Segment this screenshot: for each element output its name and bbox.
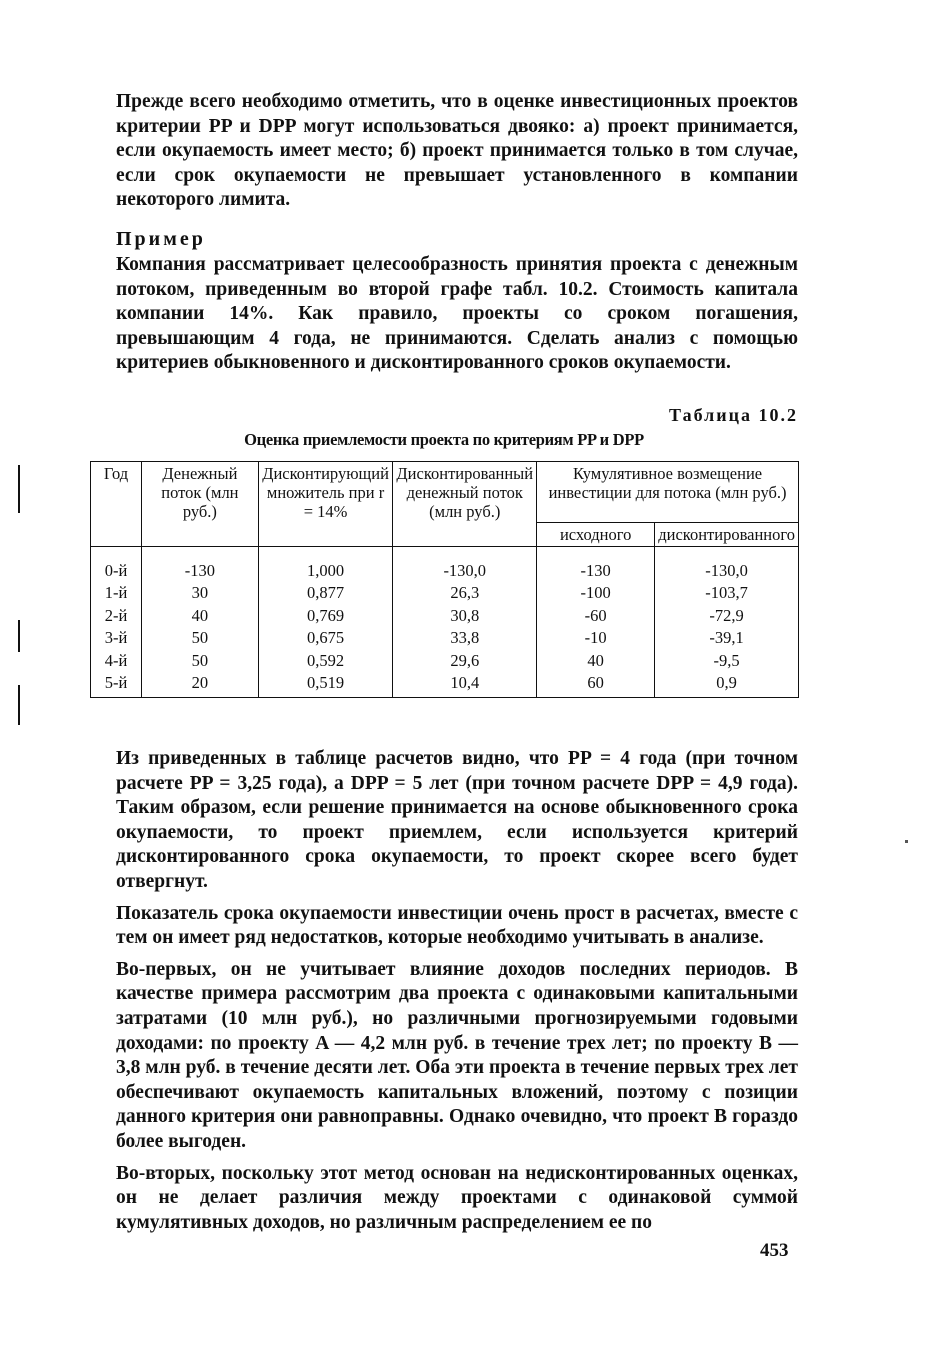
cell-cumulative-discounted: -130,0 — [655, 547, 799, 582]
cell-cumulative-original: -130 — [537, 547, 655, 582]
margin-mark — [18, 465, 20, 513]
header-year: Год — [91, 462, 142, 547]
table-row — [91, 582, 799, 605]
cell-discount-factor: 0,769 — [258, 604, 393, 627]
paragraph-first-drawback: Во-первых, он не учитывает влияние доходов последних периодов. В качестве примера рассмотрим два проекта с одинаковыми капитальными затратами (10 млн руб.), но различными прогнозируемыми годовыми доходами: по проекту A — 4,2 млн руб. в течение трех лет; по проекту B — 3,8 млн руб. в течение десяти лет. Оба эти проекта в течение первых трех лет обеспечивают окупаемость капитальных вложений, поэтому с позиции данного критерия они равноправны. Однако очевидно, что проект B гораздо более выгоден. — [116, 958, 798, 1152]
cell-cumulative-discounted: -39,1 — [655, 627, 799, 650]
cell-cumulative-original: -100 — [537, 582, 655, 605]
margin-mark — [18, 685, 20, 725]
cell-cumulative-original: -10 — [537, 627, 655, 650]
intro-block — [116, 90, 798, 213]
header-original: исходного — [537, 523, 655, 547]
table-row — [91, 672, 799, 698]
cell-discount-factor: 0,877 — [258, 582, 393, 605]
example-paragraph: Компания рассматривает целесообразность принятия проекта с денежным потоком, приведенным во второй графе табл. 10.2. Стоимость капитала компании 14%. Как правило, проекты со сроком погашения, превышающим 4 года, не принимаются. Сделать анализ с помощью критериев обыкновенного и дисконтированного сроков окупаемости. — [116, 254, 798, 374]
cell-cash-flow: 50 — [142, 649, 259, 672]
cell-cash-flow: 50 — [142, 627, 259, 650]
header-discounted: дисконтированного — [655, 523, 799, 547]
cell-discounted-flow: 30,8 — [393, 604, 537, 627]
cell-year: 3-й — [104, 628, 128, 648]
page-number: 453 — [760, 1240, 789, 1261]
cell-discount-factor: 0,519 — [258, 672, 393, 698]
cell-year: 2-й — [104, 605, 128, 625]
cell-cumulative-original: 60 — [537, 672, 655, 698]
header-cumulative: Кумулятивное возмещение инвестиции для потока (млн руб.) — [537, 462, 799, 523]
cell-cumulative-discounted: 0,9 — [655, 672, 799, 698]
payback-table — [90, 461, 799, 698]
body-block — [116, 747, 798, 1235]
table-row — [91, 604, 799, 627]
cell-discount-factor: 0,675 — [258, 627, 393, 650]
cell-cumulative-original: 40 — [537, 649, 655, 672]
paragraph-results: Из приведенных в таблице расчетов видно, что PP = 4 года (при точном расчете PP = 3,25 года), а DPP = 5 лет (при точном расчете DPP = 4,9 года). Таким образом, если решение принимается на основе обыкновенного срока окупаемости, то проект приемлем, если используется критерий дисконтированного срока окупаемости, то проект скорее всего будет отвергнут. — [116, 748, 798, 892]
cell-discounted-flow: 10,4 — [393, 672, 537, 698]
cell-discounted-flow: 29,6 — [393, 649, 537, 672]
paragraph-second-drawback: Во-вторых, поскольку этот метод основан на недисконтированных оценках, он не делает различия между проектами с одинаковой суммой кумулятивных доходов, но различным распределением ее по — [116, 1162, 798, 1233]
cell-cash-flow: 20 — [142, 672, 259, 698]
example-block — [116, 228, 798, 376]
cell-cumulative-discounted: -103,7 — [655, 582, 799, 605]
cell-discounted-flow: 26,3 — [393, 582, 537, 605]
table-title: Оценка приемлемости проекта по критериям PP и DPP — [244, 430, 644, 449]
table-row — [91, 627, 799, 650]
table-row — [91, 547, 799, 582]
cell-year: 5-й — [104, 673, 128, 693]
table-caption — [116, 405, 798, 450]
cell-cash-flow: 40 — [142, 604, 259, 627]
cell-discounted-flow: -130,0 — [393, 547, 537, 582]
header-cash-flow: Денежный поток (млн руб.) — [142, 462, 259, 547]
paragraph-simplicity: Показатель срока окупаемости инвестиции очень прост в расчетах, вместе с тем он имеет ряд недостатков, которые необходимо учитывать в анализе. — [116, 902, 798, 949]
cell-cumulative-original: -60 — [537, 604, 655, 627]
intro-paragraph: Прежде всего необходимо отметить, что в оценке инвестиционных проектов критерии PP и DPP могут использоваться двояко: а) проект принимается, если окупаемость имеет место; б) проект принимается только в том случае, если срок окупаемости не превышает установленного в компании некоторого лимита. — [116, 91, 798, 211]
header-discount-factor: Дисконтирующий множитель при r = 14% — [258, 462, 393, 547]
cell-cumulative-discounted: -9,5 — [655, 649, 799, 672]
example-heading: Пример — [116, 228, 206, 250]
cell-year: 0-й — [104, 560, 128, 580]
table-number: Таблица 10.2 — [669, 405, 798, 425]
cell-discount-factor: 0,592 — [258, 649, 393, 672]
table-row — [91, 649, 799, 672]
cell-year: 1-й — [104, 583, 128, 603]
cell-cumulative-discounted: -72,9 — [655, 604, 799, 627]
cell-cash-flow: -130 — [142, 547, 259, 582]
cell-discount-factor: 1,000 — [258, 547, 393, 582]
scan-speck — [905, 840, 908, 843]
cell-discounted-flow: 33,8 — [393, 627, 537, 650]
cell-cash-flow: 30 — [142, 582, 259, 605]
header-discounted-flow: Дисконтированный денежный поток (млн руб.) — [393, 462, 537, 547]
margin-mark — [18, 620, 20, 652]
cell-year: 4-й — [104, 650, 128, 670]
